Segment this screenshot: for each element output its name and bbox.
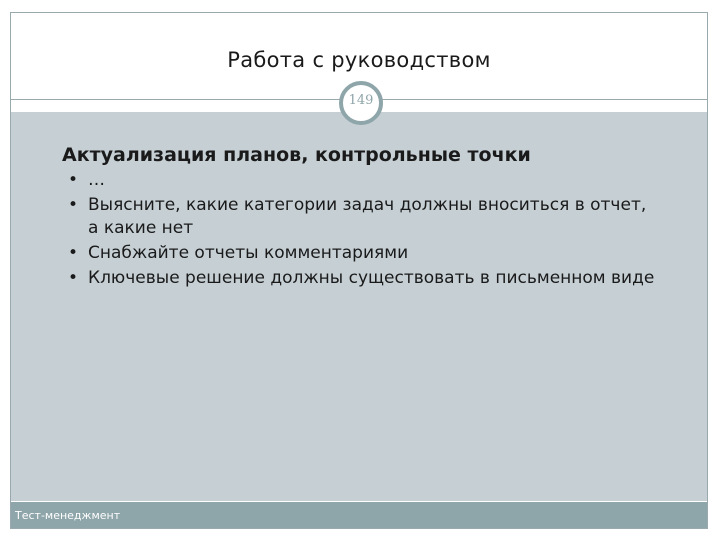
slide-title: Работа с руководством [227, 48, 491, 72]
bullet-icon: • [68, 170, 79, 190]
bullet-text: Выясните, какие категории задач должны вноситься в отчет, а какие нет [88, 195, 647, 238]
bullet-icon: • [68, 268, 79, 288]
bullet-icon: • [68, 243, 79, 263]
bullet-list [62, 169, 662, 290]
list-item [62, 194, 662, 240]
bullet-icon: • [68, 195, 79, 215]
footer-label: Тест-менеджмент [15, 509, 121, 522]
page-number-badge [339, 81, 383, 125]
content-heading: Актуализация планов, контрольные точки [62, 144, 531, 166]
slide-content [62, 143, 662, 292]
bullet-text: Ключевые решение должны существовать в письменном виде [88, 268, 655, 288]
page-number: 149 [348, 92, 374, 108]
bullet-text: Снабжайте отчеты комментариями [88, 243, 409, 263]
list-item [62, 242, 662, 265]
footer-bar [11, 502, 707, 528]
list-item [62, 267, 662, 290]
bullet-text: … [88, 170, 105, 190]
list-item [62, 169, 662, 192]
